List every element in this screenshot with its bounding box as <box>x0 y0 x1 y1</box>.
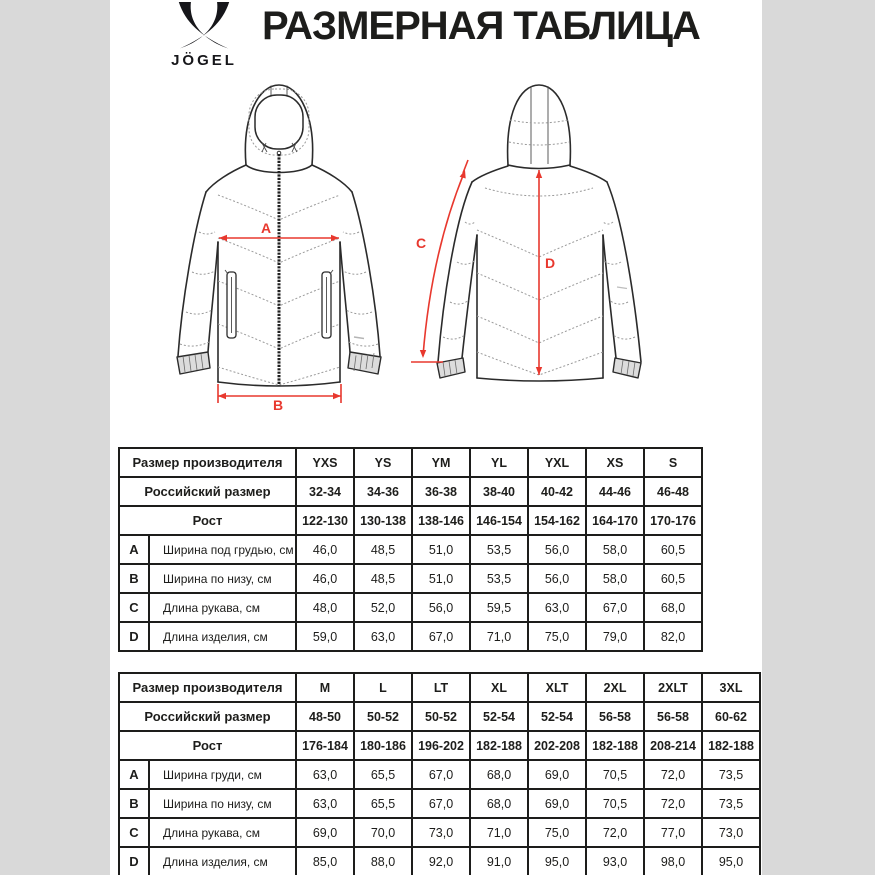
page-title: РАЗМЕРНАЯ ТАБЛИЦА <box>262 4 700 48</box>
value-cell: 67,0 <box>412 789 470 818</box>
measure-name: Длина изделия, см <box>149 622 296 651</box>
size-cell: 56-58 <box>644 702 702 731</box>
value-cell: 67,0 <box>586 593 644 622</box>
value-cell: 56,0 <box>528 564 586 593</box>
value-cell: 51,0 <box>412 564 470 593</box>
value-cell: 53,5 <box>470 564 528 593</box>
measure-letter: C <box>119 593 149 622</box>
size-cell: 46-48 <box>644 477 702 506</box>
measure-letter: B <box>119 789 149 818</box>
brand-icon <box>176 2 232 50</box>
value-cell: 98,0 <box>644 847 702 875</box>
value-cell: 60,5 <box>644 564 702 593</box>
value-cell: 88,0 <box>354 847 412 875</box>
value-cell: 95,0 <box>528 847 586 875</box>
measure-name: Ширина по низу, см <box>149 789 296 818</box>
back-hood <box>508 85 571 169</box>
value-cell: 68,0 <box>470 789 528 818</box>
value-cell: 73,5 <box>702 760 760 789</box>
size-cell: YL <box>470 448 528 477</box>
size-cell: 40-42 <box>528 477 586 506</box>
size-cell: LT <box>412 673 470 702</box>
value-cell: 92,0 <box>412 847 470 875</box>
size-cell: 52-54 <box>470 702 528 731</box>
value-cell: 46,0 <box>296 535 354 564</box>
value-cell: 70,5 <box>586 789 644 818</box>
value-cell: 71,0 <box>470 818 528 847</box>
size-cell: 196-202 <box>412 731 470 760</box>
size-cell: 182-188 <box>586 731 644 760</box>
value-cell: 52,0 <box>354 593 412 622</box>
value-cell: 91,0 <box>470 847 528 875</box>
size-cell: L <box>354 673 412 702</box>
value-cell: 63,0 <box>354 622 412 651</box>
value-cell: 73,5 <box>702 789 760 818</box>
size-cell: 2XLT <box>644 673 702 702</box>
value-cell: 72,0 <box>586 818 644 847</box>
measure-name: Длина изделия, см <box>149 847 296 875</box>
value-cell: 70,0 <box>354 818 412 847</box>
value-cell: 59,0 <box>296 622 354 651</box>
size-cell: 56-58 <box>586 702 644 731</box>
value-cell: 68,0 <box>470 760 528 789</box>
value-cell: 69,0 <box>528 760 586 789</box>
row-label: Российский размер <box>119 702 296 731</box>
row-label: Размер производителя <box>119 448 296 477</box>
value-cell: 77,0 <box>644 818 702 847</box>
size-cell: YXL <box>528 448 586 477</box>
value-cell: 69,0 <box>528 789 586 818</box>
size-cell: 180-186 <box>354 731 412 760</box>
size-cell: XLT <box>528 673 586 702</box>
size-cell: 170-176 <box>644 506 702 535</box>
size-cell: 202-208 <box>528 731 586 760</box>
value-cell: 70,5 <box>586 760 644 789</box>
measure-letter: D <box>119 622 149 651</box>
value-cell: 60,5 <box>644 535 702 564</box>
value-cell: 95,0 <box>702 847 760 875</box>
value-cell: 72,0 <box>644 789 702 818</box>
size-cell: 3XL <box>702 673 760 702</box>
table-row <box>119 818 760 847</box>
row-label: Размер производителя <box>119 673 296 702</box>
measure-arrow-b <box>218 384 341 410</box>
row-label: Рост <box>119 731 296 760</box>
size-cell: 34-36 <box>354 477 412 506</box>
value-cell: 63,0 <box>296 789 354 818</box>
measure-arrow-c <box>411 160 468 362</box>
measure-label-a: A <box>260 220 272 236</box>
jacket-back-diagram <box>405 80 650 410</box>
measure-label-c: C <box>415 235 427 251</box>
measure-label-b: B <box>272 397 284 410</box>
size-cell: 122-130 <box>296 506 354 535</box>
size-cell: 50-52 <box>354 702 412 731</box>
table-row <box>119 673 760 702</box>
row-label: Рост <box>119 506 296 535</box>
value-cell: 69,0 <box>296 818 354 847</box>
value-cell: 71,0 <box>470 622 528 651</box>
value-cell: 58,0 <box>586 535 644 564</box>
size-cell: 2XL <box>586 673 644 702</box>
value-cell: 56,0 <box>528 535 586 564</box>
size-cell: 32-34 <box>296 477 354 506</box>
size-cell: 44-46 <box>586 477 644 506</box>
size-cell: 138-146 <box>412 506 470 535</box>
measure-letter: D <box>119 847 149 875</box>
size-cell: 182-188 <box>702 731 760 760</box>
size-table-2 <box>118 672 761 875</box>
measure-name: Длина рукава, см <box>149 593 296 622</box>
table-row <box>119 564 702 593</box>
measure-letter: C <box>119 818 149 847</box>
measure-letter: A <box>119 760 149 789</box>
size-cell: 208-214 <box>644 731 702 760</box>
value-cell: 65,5 <box>354 760 412 789</box>
size-cell: YXS <box>296 448 354 477</box>
jacket-front-diagram <box>170 80 390 410</box>
value-cell: 48,0 <box>296 593 354 622</box>
size-cell: S <box>644 448 702 477</box>
value-cell: 73,0 <box>412 818 470 847</box>
measure-letter: A <box>119 535 149 564</box>
measure-arrow-d <box>536 170 555 375</box>
table-row <box>119 731 760 760</box>
value-cell: 67,0 <box>412 760 470 789</box>
brand-wordmark: JÖGEL <box>171 52 237 69</box>
size-cell: 154-162 <box>528 506 586 535</box>
size-cell: YM <box>412 448 470 477</box>
measure-name: Ширина груди, см <box>149 760 296 789</box>
table-row <box>119 760 760 789</box>
value-cell: 85,0 <box>296 847 354 875</box>
size-cell: 52-54 <box>528 702 586 731</box>
table-row <box>119 702 760 731</box>
size-cell: 164-170 <box>586 506 644 535</box>
value-cell: 51,0 <box>412 535 470 564</box>
measure-letter: B <box>119 564 149 593</box>
size-cell: YS <box>354 448 412 477</box>
value-cell: 48,5 <box>354 535 412 564</box>
value-cell: 79,0 <box>586 622 644 651</box>
size-cell: 50-52 <box>412 702 470 731</box>
value-cell: 63,0 <box>528 593 586 622</box>
size-table-1 <box>118 447 703 652</box>
size-cell: M <box>296 673 354 702</box>
size-cell: 130-138 <box>354 506 412 535</box>
measure-label-d: D <box>545 255 556 271</box>
table-row <box>119 477 702 506</box>
brand-logo <box>154 2 254 69</box>
value-cell: 82,0 <box>644 622 702 651</box>
size-cell: XS <box>586 448 644 477</box>
table-row <box>119 506 702 535</box>
size-cell: 38-40 <box>470 477 528 506</box>
value-cell: 67,0 <box>412 622 470 651</box>
value-cell: 59,5 <box>470 593 528 622</box>
value-cell: 93,0 <box>586 847 644 875</box>
size-cell: XL <box>470 673 528 702</box>
value-cell: 72,0 <box>644 760 702 789</box>
value-cell: 65,5 <box>354 789 412 818</box>
size-cell: 60-62 <box>702 702 760 731</box>
value-cell: 75,0 <box>528 818 586 847</box>
table-row <box>119 448 702 477</box>
measure-name: Длина рукава, см <box>149 818 296 847</box>
measure-name: Ширина под грудью, см <box>149 535 296 564</box>
table-row <box>119 535 702 564</box>
value-cell: 73,0 <box>702 818 760 847</box>
value-cell: 48,5 <box>354 564 412 593</box>
size-cell: 176-184 <box>296 731 354 760</box>
value-cell: 68,0 <box>644 593 702 622</box>
table-row <box>119 789 760 818</box>
value-cell: 53,5 <box>470 535 528 564</box>
measure-name: Ширина по низу, см <box>149 564 296 593</box>
value-cell: 75,0 <box>528 622 586 651</box>
row-label: Российский размер <box>119 477 296 506</box>
table-row <box>119 593 702 622</box>
value-cell: 63,0 <box>296 760 354 789</box>
table-row <box>119 622 702 651</box>
value-cell: 46,0 <box>296 564 354 593</box>
size-cell: 48-50 <box>296 702 354 731</box>
size-cell: 182-188 <box>470 731 528 760</box>
size-cell: 146-154 <box>470 506 528 535</box>
size-cell: 36-38 <box>412 477 470 506</box>
table-row <box>119 847 760 875</box>
value-cell: 56,0 <box>412 593 470 622</box>
value-cell: 58,0 <box>586 564 644 593</box>
